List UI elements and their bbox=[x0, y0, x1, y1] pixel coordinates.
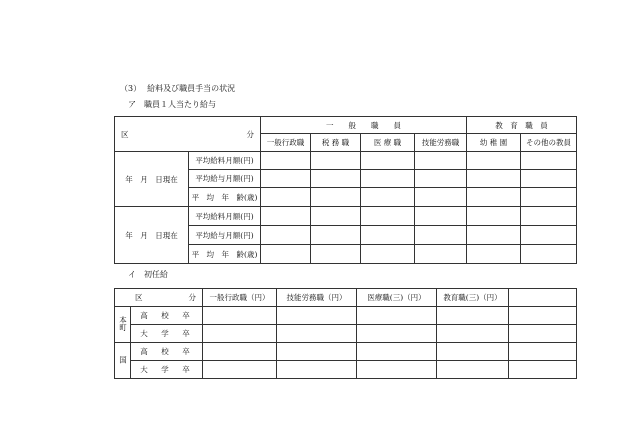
cell bbox=[521, 226, 577, 245]
cell bbox=[203, 325, 277, 343]
row-avg-total-pay: 平均給与月額(円) bbox=[189, 226, 261, 245]
cell bbox=[277, 361, 357, 379]
cell bbox=[509, 325, 577, 343]
cell bbox=[415, 245, 467, 264]
cell bbox=[361, 188, 415, 207]
cell bbox=[521, 188, 577, 207]
col-medical-3: 医療職(三)（円） bbox=[357, 289, 437, 307]
col-general-admin: 一般行政職 bbox=[261, 134, 311, 152]
cell bbox=[467, 207, 521, 226]
cell bbox=[415, 188, 467, 207]
cell bbox=[361, 170, 415, 188]
starting-salary-table bbox=[114, 288, 577, 379]
row-avg-age: 平 均 年 齢(歳) bbox=[189, 245, 261, 264]
row-high-school: 高 校 卒 bbox=[131, 343, 203, 361]
row-avg-age: 平 均 年 齢(歳) bbox=[189, 188, 261, 207]
cell bbox=[311, 245, 361, 264]
col-medical: 医 療 職 bbox=[361, 134, 415, 152]
cell bbox=[521, 207, 577, 226]
subheading-per-capita-salary: ア 職員１人当たり給与 bbox=[128, 100, 216, 109]
header-kubun-label: 区 bbox=[135, 293, 143, 302]
cell bbox=[357, 361, 437, 379]
row-high-school: 高 校 卒 bbox=[131, 307, 203, 325]
cell bbox=[467, 152, 521, 170]
row-university: 大 学 卒 bbox=[131, 361, 203, 379]
group-label-national bbox=[115, 343, 131, 379]
section-heading bbox=[120, 84, 235, 94]
header-bun-label: 分 bbox=[188, 293, 196, 302]
col-education-3: 教育職(三)（円） bbox=[437, 289, 509, 307]
subheading-starting-salary: イ 初任給 bbox=[128, 270, 168, 279]
row-avg-total-pay: 平均給与月額(円) bbox=[189, 170, 261, 188]
cell bbox=[261, 207, 311, 226]
cell bbox=[361, 152, 415, 170]
cell bbox=[311, 226, 361, 245]
cell bbox=[521, 152, 577, 170]
row-group-date-2: 年 月 日現在 bbox=[115, 207, 189, 264]
cell bbox=[437, 325, 509, 343]
row-group-date-1: 年 月 日現在 bbox=[115, 152, 189, 207]
col-blank bbox=[509, 289, 577, 307]
cell bbox=[361, 226, 415, 245]
cell bbox=[261, 226, 311, 245]
cell bbox=[509, 307, 577, 325]
cell bbox=[277, 325, 357, 343]
cell bbox=[467, 245, 521, 264]
cell bbox=[415, 207, 467, 226]
cell bbox=[311, 188, 361, 207]
row-avg-base-pay: 平均給料月額(円) bbox=[189, 207, 261, 226]
cell bbox=[203, 361, 277, 379]
cell bbox=[415, 152, 467, 170]
cell bbox=[277, 307, 357, 325]
header-bun-label: 分 bbox=[246, 129, 254, 139]
cell bbox=[261, 188, 311, 207]
cell bbox=[437, 361, 509, 379]
header-general-staff: 一 般 職 員 bbox=[261, 117, 467, 134]
section-heading-number: （3） bbox=[120, 84, 142, 93]
header-kubun bbox=[115, 117, 261, 152]
cell bbox=[361, 245, 415, 264]
per-capita-salary-table bbox=[114, 116, 577, 264]
cell bbox=[415, 226, 467, 245]
col-tax: 税 務 職 bbox=[311, 134, 361, 152]
group-label-town-text: 本町 bbox=[118, 316, 128, 331]
cell bbox=[311, 152, 361, 170]
group-label-national-text: 国 bbox=[118, 355, 128, 364]
cell bbox=[203, 307, 277, 325]
cell bbox=[311, 170, 361, 188]
cell bbox=[357, 307, 437, 325]
row-university: 大 学 卒 bbox=[131, 325, 203, 343]
cell bbox=[509, 343, 577, 361]
col-kindergarten: 幼 稚 園 bbox=[467, 134, 521, 152]
cell bbox=[277, 343, 357, 361]
cell bbox=[437, 343, 509, 361]
col-technical-labor: 技能労務職（円） bbox=[277, 289, 357, 307]
cell bbox=[261, 152, 311, 170]
col-technical-labor: 技能労務職 bbox=[415, 134, 467, 152]
cell bbox=[467, 226, 521, 245]
row-avg-base-pay: 平均給料月額(円) bbox=[189, 152, 261, 170]
cell bbox=[357, 343, 437, 361]
cell bbox=[467, 188, 521, 207]
cell bbox=[521, 170, 577, 188]
cell bbox=[509, 361, 577, 379]
header-education-staff: 教 育 職 員 bbox=[467, 117, 577, 134]
cell bbox=[357, 325, 437, 343]
section-heading-text: 給料及び職員手当の状況 bbox=[147, 84, 236, 93]
col-other-teachers: その他の教員 bbox=[521, 134, 577, 152]
cell bbox=[415, 170, 467, 188]
cell bbox=[261, 245, 311, 264]
cell bbox=[361, 207, 415, 226]
cell bbox=[521, 245, 577, 264]
cell bbox=[437, 307, 509, 325]
cell bbox=[311, 207, 361, 226]
cell bbox=[261, 170, 311, 188]
group-label-town bbox=[115, 307, 131, 343]
col-general-admin: 一般行政職（円） bbox=[203, 289, 277, 307]
header-kubun bbox=[115, 289, 203, 307]
cell bbox=[467, 170, 521, 188]
cell bbox=[203, 343, 277, 361]
header-kubun-label: 区 bbox=[121, 129, 129, 139]
